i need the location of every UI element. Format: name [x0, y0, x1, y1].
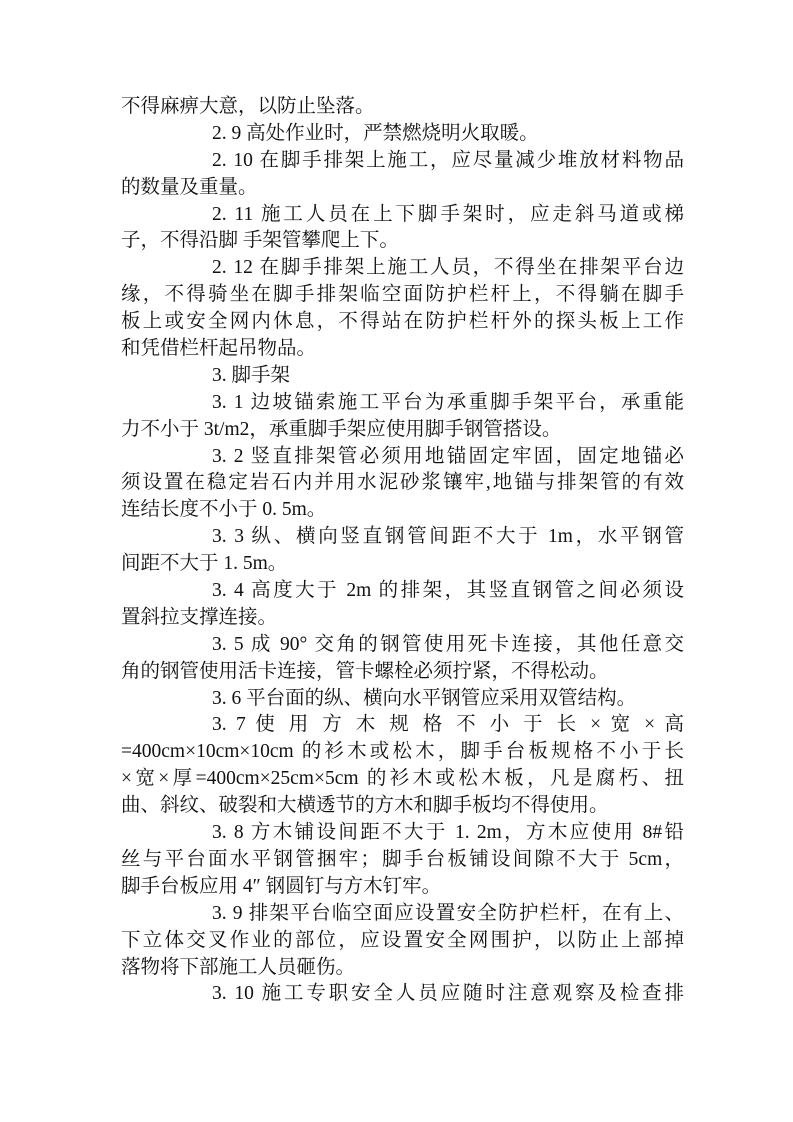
text-line: 2. 10 在脚手排架上施工，应尽量减少堆放材料物品	[212, 149, 684, 171]
text-line: 3. 10 施工专职安全人员应随时注意观察及检查排	[212, 983, 684, 1005]
text-line: 力不小于 3t/m2，承重脚手架应使用脚手钢管搭设。	[121, 418, 562, 440]
paragraph	[121, 686, 684, 713]
paragraph	[121, 632, 684, 686]
paragraph	[121, 390, 684, 444]
text-line: 下立体交叉作业的部位，应设置安全网围护，以防止上部掉	[121, 929, 684, 951]
paragraph	[121, 363, 684, 390]
paragraph	[121, 712, 684, 820]
text-line: 3. 7 使 用 方 木 规 格 不 小 于 长 × 宽 × 高	[212, 714, 684, 736]
text-line: 角的钢管使用活卡连接，管卡螺栓必须拧紧，不得松动。	[121, 660, 609, 682]
text-line: 不得麻痹大意，以防止坠落。	[121, 96, 375, 117]
text-line: 3. 6 平台面的纵、横向水平钢管应采用双管结构。	[212, 687, 637, 709]
paragraph	[121, 444, 684, 525]
text-line: 板上或安全网内休息，不得站在防护栏杆外的探头板上工作	[121, 311, 684, 333]
text-line: 3. 1 边坡锚索施工平台为承重脚手架平台，承重能	[212, 391, 684, 413]
text-line: 3. 9 排架平台临空面应设置安全防护栏杆，在有上、	[212, 902, 684, 924]
text-line: 2. 11 施工人员在上下脚手架时，应走斜马道或梯	[212, 203, 684, 225]
paragraph	[121, 820, 684, 901]
paragraph	[121, 148, 684, 202]
text-line: 3. 2 竖直排架管必须用地锚固定牢固，固定地锚必	[212, 445, 684, 467]
paragraph	[121, 255, 684, 363]
text-line: 丝与平台面水平钢管捆牢；脚手台板铺设间隙不大于 5cm，	[121, 848, 684, 870]
text-line: 3. 5 成 90° 交角的钢管使用死卡连接，其他任意交	[212, 633, 684, 655]
paragraph	[121, 981, 684, 1008]
text-line: 和凭借栏杆起吊物品。	[121, 338, 317, 360]
document-body	[121, 94, 684, 1008]
text-line: 间距不大于 1. 5m。	[121, 553, 288, 575]
text-line: 3. 脚手架	[212, 364, 291, 386]
text-line: 落物将下部施工人员砸伤。	[121, 956, 356, 978]
text-line: 2. 9 高处作业时，严禁燃烧明火取暖。	[212, 122, 539, 144]
text-line: 的数量及重量。	[121, 176, 258, 198]
text-line: 2. 12 在脚手排架上施工人员，不得坐在排架平台边	[212, 257, 684, 279]
text-line: 3. 3 纵、横向竖直钢管间距不大于 1m，水平钢管	[212, 526, 684, 548]
text-line: 3. 8 方木铺设间距不大于 1. 2m，方木应使用 8#铅	[212, 822, 684, 844]
text-line: 缘，不得骑坐在脚手排架临空面防护栏杆上，不得躺在脚手	[121, 284, 684, 306]
text-line: 子，不得沿脚 手架管攀爬上下。	[121, 230, 399, 252]
text-line: 3. 4 高度大于 2m 的排架，其竖直钢管之间必须设	[212, 580, 684, 602]
text-line: =400cm×10cm×10cm 的衫木或松木，脚手台板规格不小于长	[121, 741, 684, 763]
paragraph	[121, 578, 684, 632]
paragraph	[121, 202, 684, 256]
paragraph	[121, 121, 684, 148]
text-line: 置斜拉支撑连接。	[121, 606, 278, 628]
text-line: 连结长度不小于 0. 5m。	[121, 499, 327, 521]
paragraph	[121, 901, 684, 982]
text-line: ×宽×厚=400cm×25cm×5cm 的衫木或松木板，凡是腐朽、扭	[121, 768, 684, 790]
paragraph	[121, 524, 684, 578]
text-line: 须设置在稳定岩石内并用水泥砂浆镶牢,地锚与排架管的有效	[121, 472, 684, 494]
paragraph	[121, 94, 684, 121]
text-line: 脚手台板应用 4″ 钢圆钉与方木钉牢。	[121, 875, 442, 897]
text-line: 曲、斜纹、破裂和大横透节的方木和脚手板均不得使用。	[121, 795, 609, 817]
